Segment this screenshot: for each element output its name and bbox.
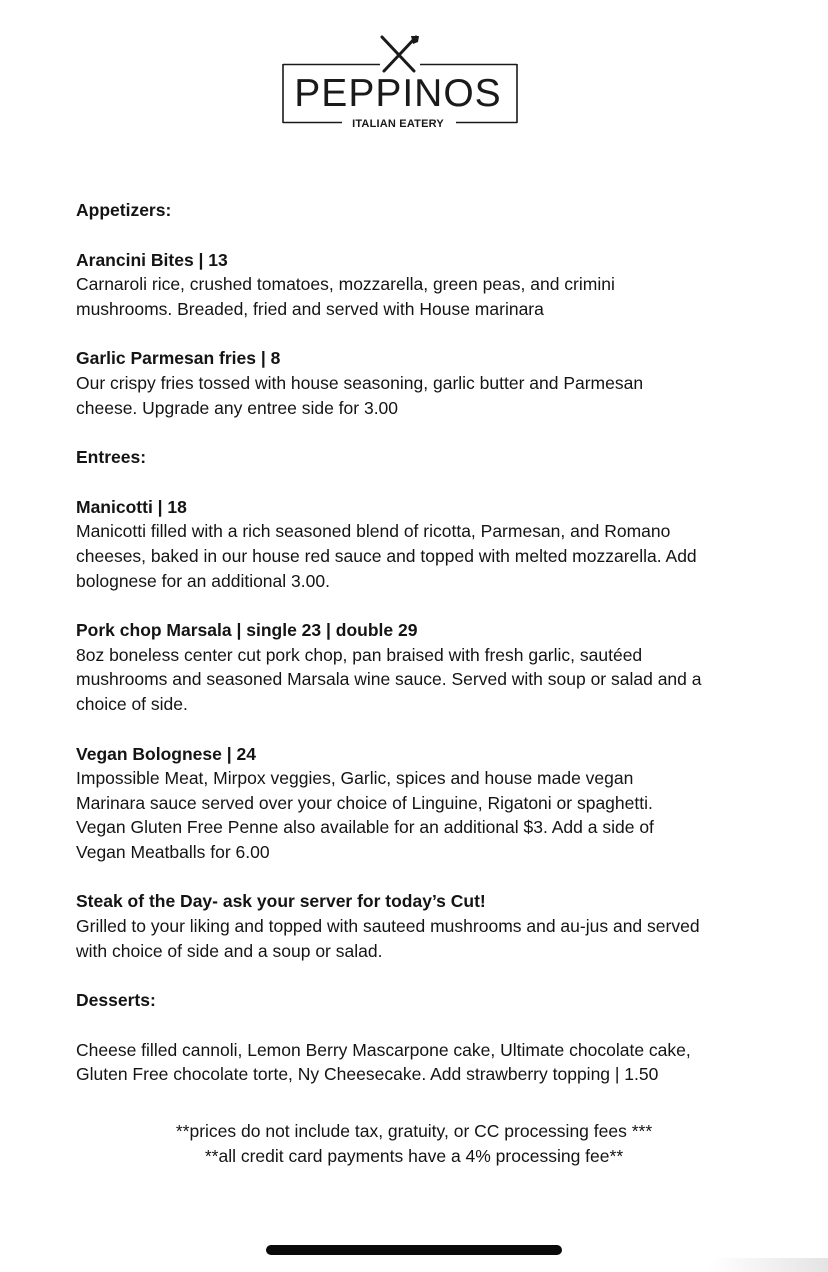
- item-name: Vegan Bolognese | 24: [76, 743, 256, 764]
- corner-shade: [708, 1258, 828, 1272]
- entrees-heading: Entrees:: [76, 447, 147, 468]
- restaurant-logo: [280, 34, 520, 130]
- item-desc-line: Marinara sauce served over your choice of Linguine, Rigatoni or spaghetti.: [76, 792, 653, 813]
- home-indicator[interactable]: [266, 1245, 562, 1255]
- item-desc-line: Grilled to your liking and topped with sauteed mushrooms and au-jus and served: [76, 916, 700, 937]
- item-name: Garlic Parmesan fries | 8: [76, 348, 281, 369]
- item-desc-line: cheeses, baked in our house red sauce and topped with melted mozzarella. Add: [76, 545, 697, 566]
- item-desc-line: Vegan Gluten Free Penne also available for an additional $3. Add a side of: [76, 817, 654, 838]
- logo-wordmark: PEPPINOS: [294, 72, 502, 115]
- item-desc-line: Manicotti filled with a rich seasoned blend of ricotta, Parmesan, and Romano: [76, 521, 671, 542]
- item-desc-line: bolognese for an additional 3.00.: [76, 570, 330, 591]
- item-desc-line: choice of side.: [76, 693, 188, 714]
- item-desc-line: Carnaroli rice, crushed tomatoes, mozzarella, green peas, and crimini: [76, 274, 615, 295]
- item-name: Manicotti | 18: [76, 496, 187, 517]
- pricing-note: [0, 1119, 828, 1168]
- item-desc-line: Gluten Free chocolate torte, Ny Cheesecake. Add strawberry topping | 1.50: [76, 1064, 659, 1085]
- pricing-note-line: **all credit card payments have a 4% processing fee**: [204, 1145, 624, 1166]
- pricing-note-line: **prices do not include tax, gratuity, or CC processing fees ***: [175, 1121, 653, 1141]
- item-name: Arancini Bites | 13: [76, 249, 228, 270]
- logo-tagline: ITALIAN EATERY: [352, 118, 444, 130]
- menu-item-arancini: [76, 248, 776, 322]
- desserts-list: [76, 1038, 776, 1087]
- menu-item-garlic-fries: [76, 346, 776, 420]
- item-desc-line: 8oz boneless center cut pork chop, pan braised with fresh garlic, sautéed: [76, 644, 643, 665]
- item-desc-line: Vegan Meatballs for 6.00: [76, 841, 270, 862]
- appetizers-heading: Appetizers:: [76, 200, 172, 220]
- menu-item-manicotti: [76, 495, 776, 593]
- item-desc-line: cheese. Upgrade any entree side for 3.00: [76, 397, 399, 418]
- item-desc-line: mushrooms and seasoned Marsala wine sauce. Served with soup or salad and a: [76, 669, 702, 690]
- item-name: Steak of the Day- ask your server for today’s Cut!: [76, 891, 486, 912]
- desserts-heading: Desserts:: [76, 990, 156, 1011]
- item-desc-line: Impossible Meat, Mirpox veggies, Garlic, spices and house made vegan: [76, 768, 634, 789]
- menu-item-vegan-bolognese: [76, 742, 776, 865]
- item-desc-line: with choice of side and a soup or salad.: [76, 940, 383, 961]
- menu-item-steak-of-the-day: [76, 889, 776, 963]
- menu-body: [76, 198, 776, 1087]
- menu-item-pork-chop: [76, 618, 776, 716]
- item-name: Pork chop Marsala | single 23 | double 29: [76, 620, 418, 641]
- item-desc-line: Cheese filled cannoli, Lemon Berry Mascarpone cake, Ultimate chocolate cake,: [76, 1039, 691, 1060]
- item-desc-line: mushrooms. Breaded, fried and served with House marinara: [76, 298, 544, 319]
- item-desc-line: Our crispy fries tossed with house seasoning, garlic butter and Parmesan: [76, 372, 644, 393]
